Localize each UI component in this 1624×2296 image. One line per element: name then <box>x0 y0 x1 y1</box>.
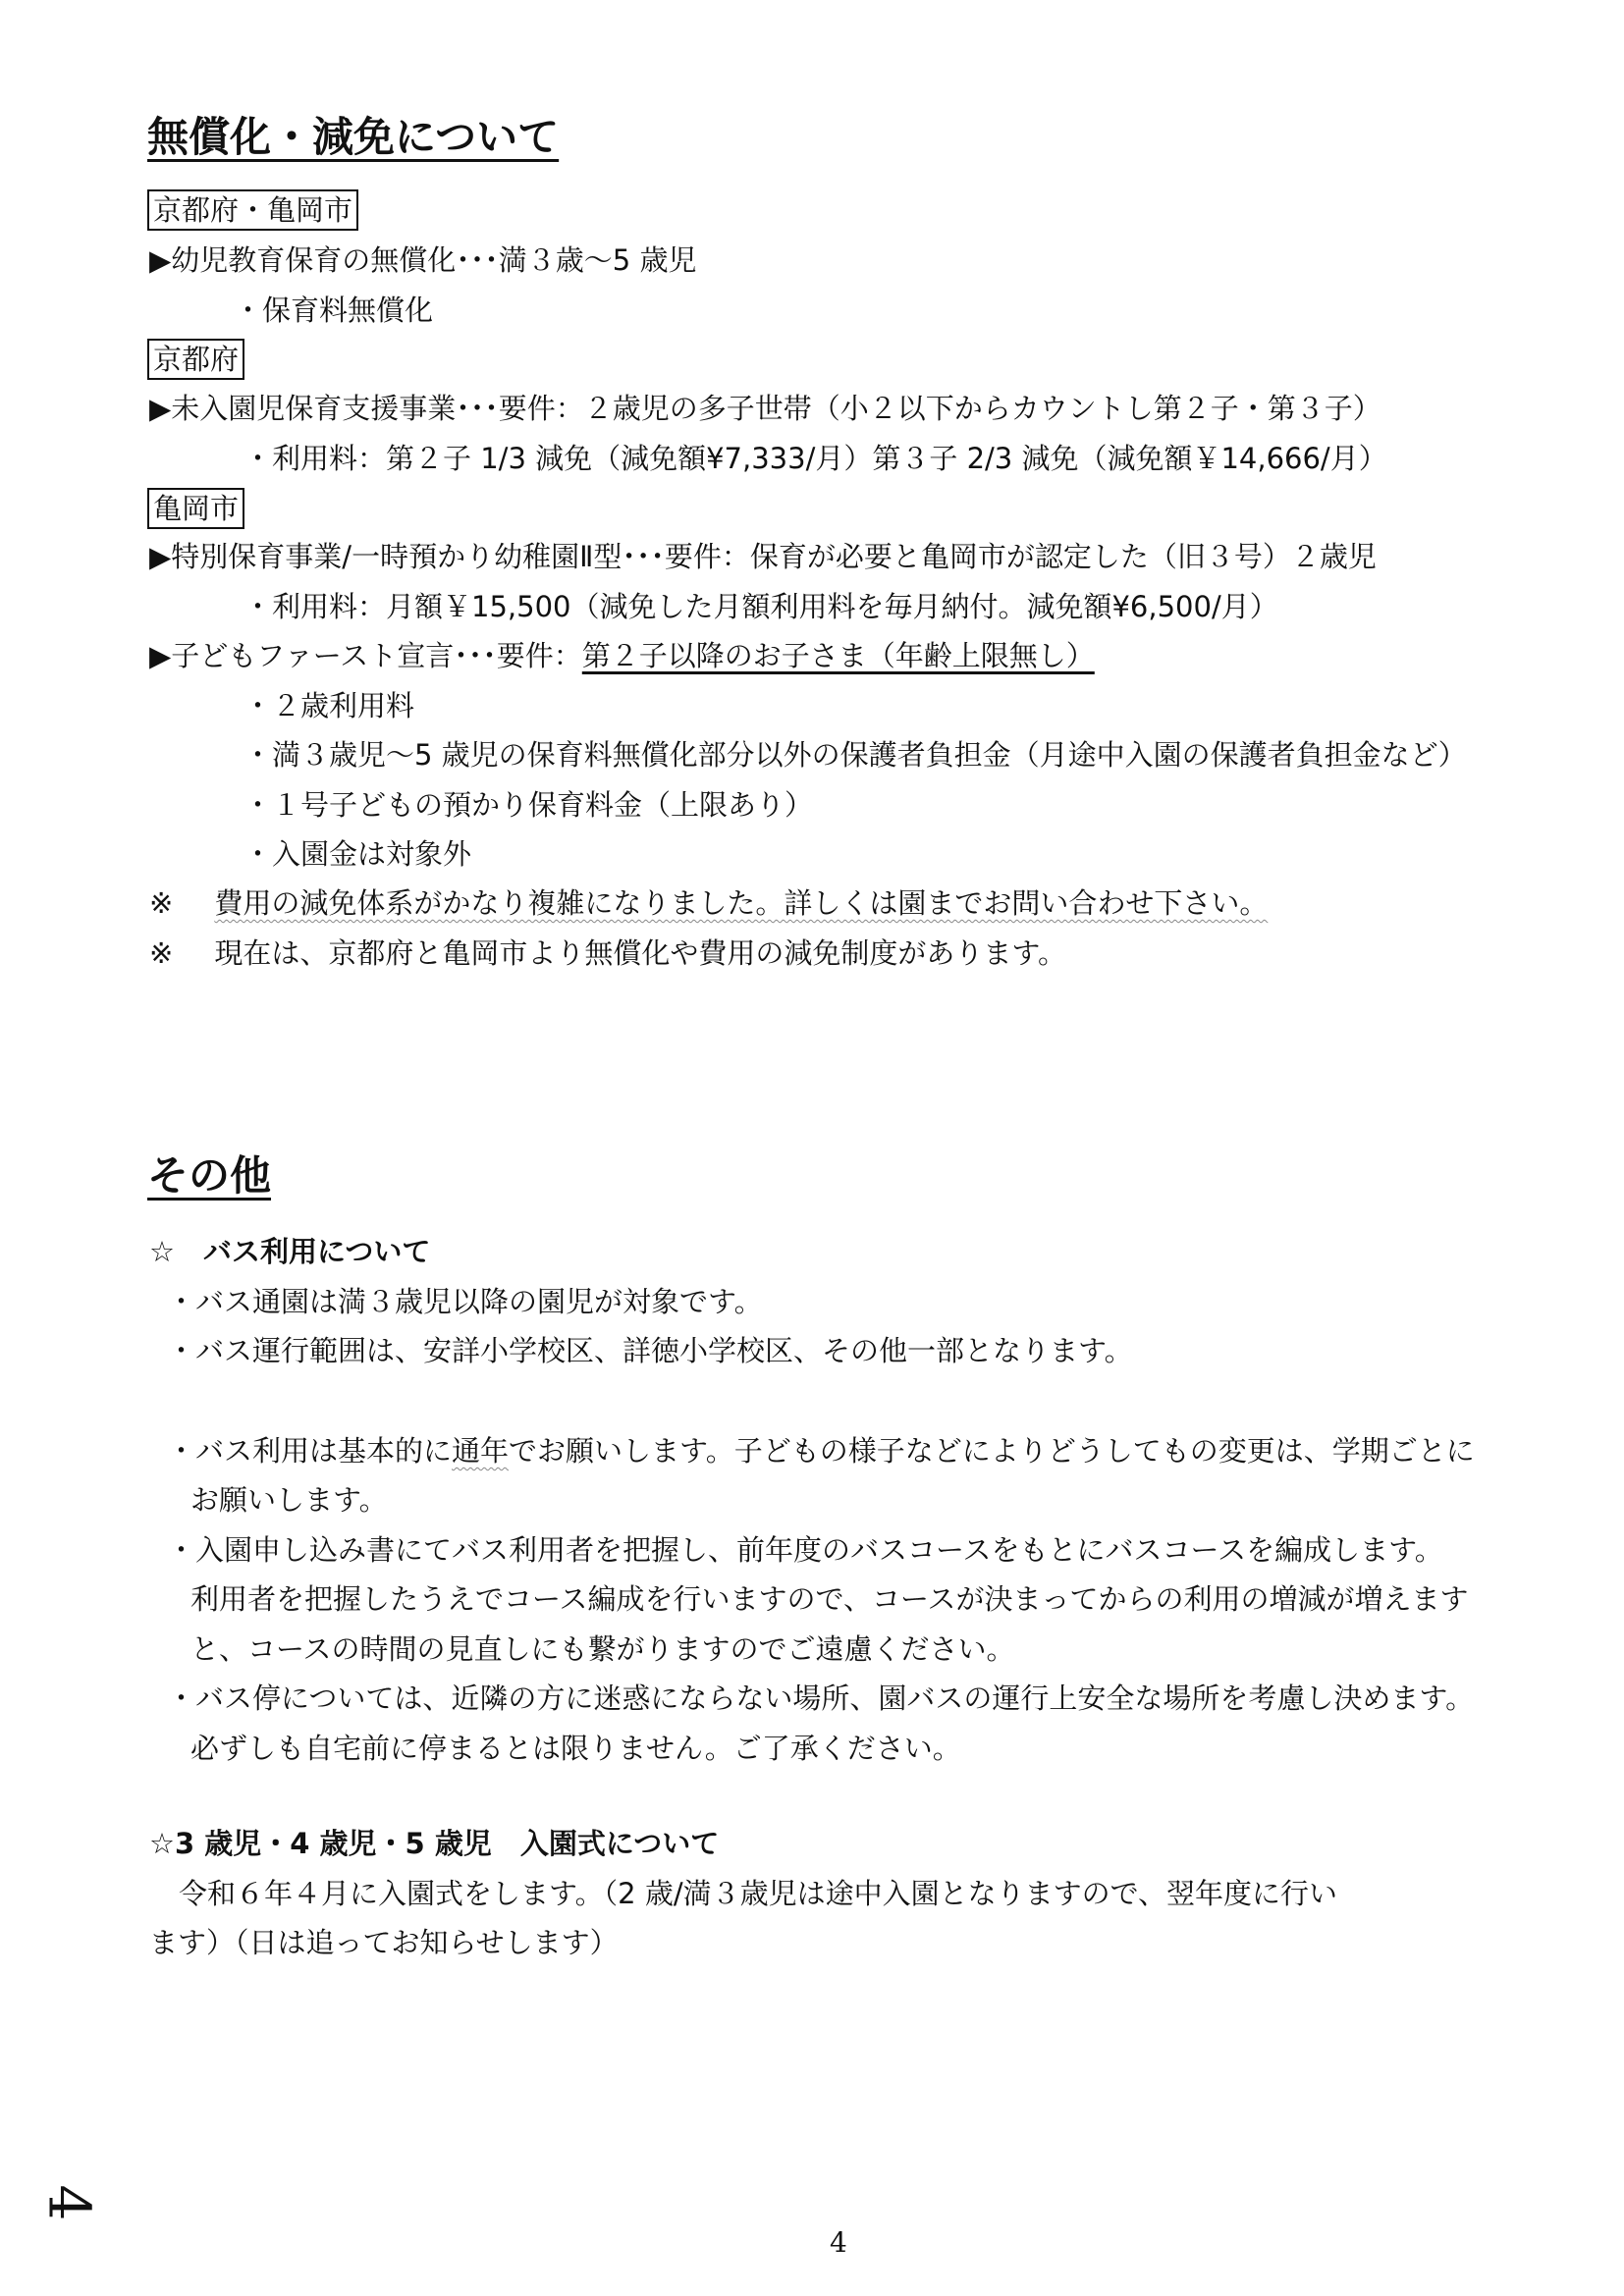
note-mark: ※ <box>149 886 174 920</box>
item-children-first-sub1: ・２歳利用料 <box>244 689 415 722</box>
ceremony-text: 令和６年４月に入園式をします。（2 歳/満３歳児は途中入園となりますので、翌年度に行い <box>179 1877 1338 1910</box>
bus-heading: ☆ バス利用について <box>149 1235 431 1268</box>
note-text: 費用の減免体系がかなり複雑になりました。詳しくは園までお問い合わせ下さい。 <box>214 886 1269 920</box>
item-free-education: ▶幼児教育保育の無償化･･･満３歳～5 歳児 <box>149 243 697 277</box>
item-children-first-sub2: ・満３歳児～5 歳児の保育料無償化部分以外の保護者負担金（月途中入園の保護者負担金など） <box>244 738 1467 772</box>
ceremony-text-cont: ます）（日は追ってお知らせします） <box>149 1926 619 1959</box>
side-page-number: 4 <box>35 2184 103 2221</box>
note-current-system <box>149 934 1066 973</box>
section-title-waivers: 無償化・減免について <box>147 113 560 161</box>
item-children-first-condition: 第２子以降のお子さま（年齢上限無し） <box>581 639 1095 672</box>
bus-item-text: でお願いします。子どもの様子などによりどうしてもの変更は、学期ごとに <box>509 1434 1475 1468</box>
bus-item-stop-cont: 必ずしも自宅前に停まるとは限りません。ご了承ください。 <box>190 1732 961 1765</box>
bus-item-course-cont1: 利用者を把握したうえでコース編成を行いますので、コースが決まってからの利用の増減が増えます <box>190 1582 1469 1616</box>
bus-item-text: ・バス利用は基本的に <box>167 1434 453 1468</box>
label-kyoto: 京都府 <box>147 339 244 380</box>
item-support-program: ▶未入園児保育支援事業･･･要件：２歳児の多子世帯（小２以下からカウントし第２子・第３子） <box>149 392 1381 425</box>
item-children-first-sub4: ・入園金は対象外 <box>244 837 472 871</box>
note-complex-system <box>149 883 1268 923</box>
bus-item-course-cont2: と、コースの時間の見直しにも繋がりますのでご遠慮ください。 <box>190 1632 1015 1666</box>
bus-item-year-round-cont: お願いします。 <box>190 1483 388 1517</box>
bus-item-year-round-term: 通年 <box>452 1434 510 1468</box>
item-children-first-prefix: ▶子どもファースト宣言･･･要件： <box>149 639 582 672</box>
bus-item-course: ・入園申し込み書にてバス利用者を把握し、前年度のバスコースをもとにバスコースを編成します。 <box>167 1533 1443 1567</box>
bus-item-range: ・バス運行範囲は、安詳小学校区、詳徳小学校区、その他一部となります。 <box>167 1334 1133 1367</box>
ceremony-heading: ☆3 歳児・4 歳児・5 歳児 入園式について <box>149 1827 720 1860</box>
item-support-program-sub: ・利用料：第２子 1/3 減免（減免額¥7,333/月）第３子 2/3 減免（減免額￥14,666/月） <box>244 442 1387 475</box>
label-kameoka: 亀岡市 <box>147 488 244 529</box>
page-number: 4 <box>830 2226 847 2259</box>
bus-item-year-round <box>167 1431 1475 1470</box>
bus-item-eligibility: ・バス通園は満３歳児以降の園児が対象です。 <box>167 1285 763 1318</box>
note-text: 現在は、京都府と亀岡市より無償化や費用の減免制度があります。 <box>214 936 1066 970</box>
item-special-childcare-sub: ・利用料：月額￥15,500（減免した月額利用料を毎月納付。減免額¥6,500/月） <box>244 590 1278 623</box>
section-title-other: その他 <box>147 1151 272 1200</box>
item-special-childcare: ▶特別保育事業/一時預かり幼稚園Ⅱ型･･･要件：保育が必要と亀岡市が認定した（旧３号）２歳児 <box>149 540 1377 573</box>
note-mark: ※ <box>149 936 174 970</box>
bus-item-stop: ・バス停については、近隣の方に迷惑にならない場所、園バスの運行上安全な場所を考慮し決めます。 <box>167 1682 1475 1715</box>
item-children-first-sub3: ・１号子どもの預かり保育料金（上限あり） <box>244 788 814 822</box>
item-children-first <box>149 636 1095 675</box>
item-free-education-sub: ・保育料無償化 <box>234 294 434 327</box>
label-kyoto-kameoka: 京都府・亀岡市 <box>147 189 358 231</box>
